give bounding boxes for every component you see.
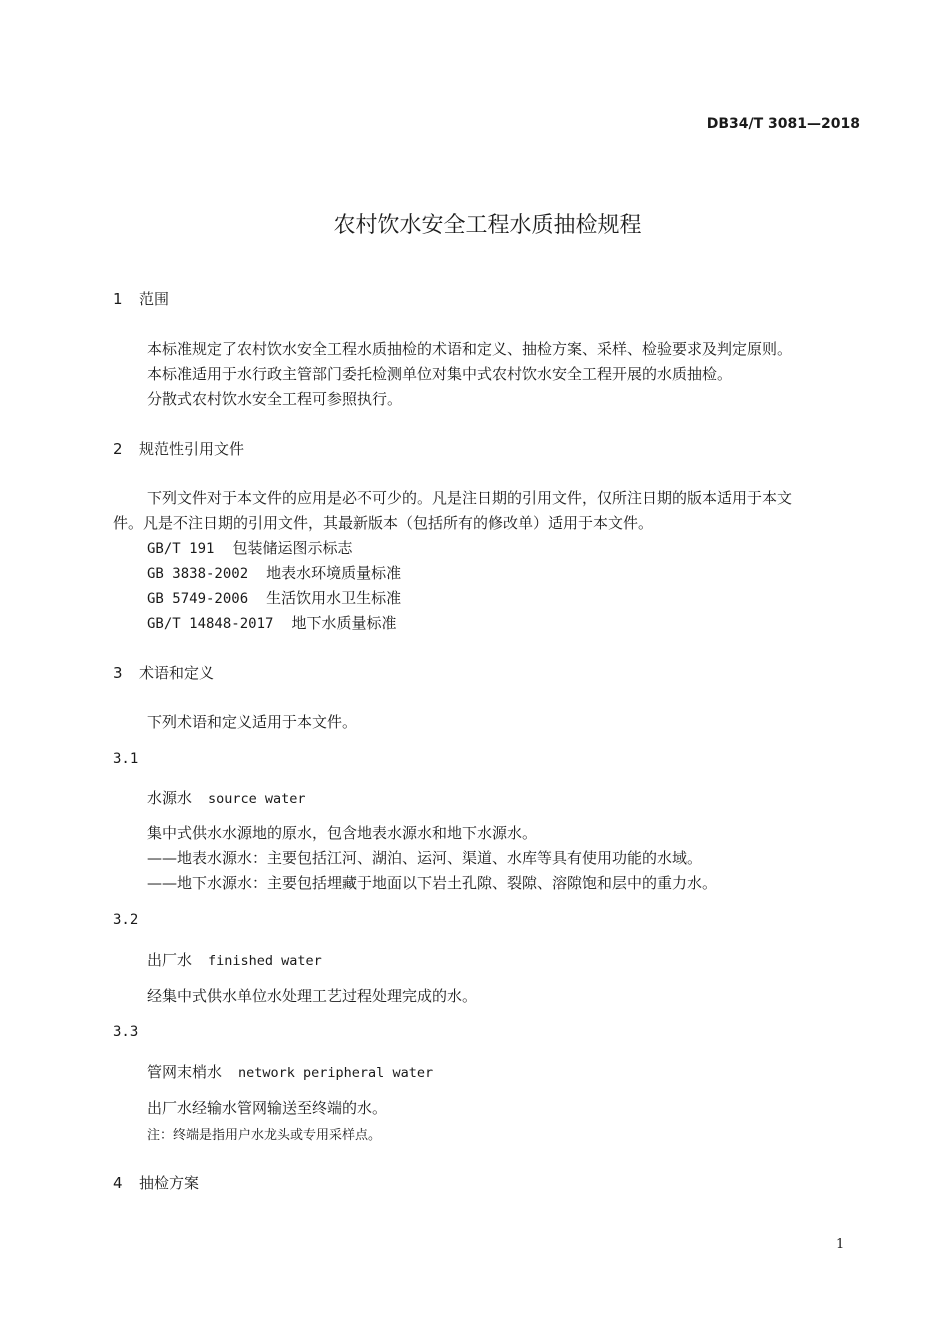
note-text: 终端是指用户水龙头或专用采样点。	[173, 1128, 382, 1143]
reference-code: GB 3838-2002	[147, 566, 249, 582]
document-title: 农村饮水安全工程水质抽检规程	[333, 213, 642, 238]
section-title: 术语和定义	[139, 664, 215, 682]
subsection-number: 3.3	[113, 1024, 139, 1040]
term-zh: 出厂水	[147, 951, 193, 969]
reference-name: 地下水质量标准	[291, 614, 397, 632]
term-heading	[147, 949, 322, 970]
section-number: 2	[113, 440, 123, 458]
section-number: 4	[113, 1174, 123, 1192]
paragraph: 本标准规定了农村饮水安全工程水质抽检的术语和定义、抽检方案、采样、检验要求及判定原则。	[147, 340, 793, 358]
reference-name: 包装储运图示标志	[232, 539, 353, 557]
subsection-number: 3.1	[113, 751, 139, 767]
term-zh: 管网末梢水	[147, 1063, 223, 1081]
paragraph: 分散式农村饮水安全工程可参照执行。	[147, 390, 403, 408]
reference-code: GB 5749-2006	[147, 591, 249, 607]
term-en: source water	[208, 791, 306, 807]
section-number: 1	[113, 290, 123, 308]
term-zh: 水源水	[147, 789, 193, 807]
section-title: 抽检方案	[139, 1174, 200, 1192]
section-1-heading	[113, 288, 169, 309]
section-title: 规范性引用文件	[139, 440, 245, 458]
term-heading	[147, 787, 306, 808]
paragraph: 下列术语和定义适用于本文件。	[147, 713, 358, 731]
reference-name: 地表水环境质量标准	[266, 564, 402, 582]
section-2-heading	[113, 438, 244, 459]
standard-code: DB34/T 3081—2018	[706, 116, 860, 132]
reference-code: GB/T 191	[147, 541, 215, 557]
paragraph: 件。凡是不注日期的引用文件，其最新版本（包括所有的修改单）适用于本文件。	[113, 514, 654, 532]
reference-item	[147, 537, 352, 558]
definition-item: ——地下水源水：主要包括埋藏于地面以下岩土孔隙、裂隙、溶隙饱和层中的重力水。	[147, 874, 718, 892]
section-title: 范围	[139, 290, 170, 308]
definition: 集中式供水水源地的原水，包含地表水源水和地下水源水。	[147, 824, 538, 842]
term-en: finished water	[208, 953, 322, 969]
section-number: 3	[113, 664, 123, 682]
page-number: 1	[836, 1237, 845, 1252]
note-label: 注：	[147, 1128, 174, 1143]
term-heading	[147, 1061, 433, 1082]
reference-name: 生活饮用水卫生标准	[266, 589, 402, 607]
subsection-number: 3.2	[113, 912, 139, 928]
paragraph: 下列文件对于本文件的应用是必不可少的。凡是注日期的引用文件，仅所注日期的版本适用于本文	[147, 489, 793, 507]
definition: 经集中式供水单位水处理工艺过程处理完成的水。	[147, 987, 478, 1005]
reference-item	[147, 612, 396, 633]
term-en: network peripheral water	[238, 1065, 434, 1081]
reference-item	[147, 562, 401, 583]
definition: 出厂水经输水管网输送至终端的水。	[147, 1099, 388, 1117]
section-3-heading	[113, 662, 214, 683]
definition-item: ——地表水源水：主要包括江河、湖泊、运河、渠道、水库等具有使用功能的水域。	[147, 849, 703, 867]
paragraph: 本标准适用于水行政主管部门委托检测单位对集中式农村饮水安全工程开展的水质抽检。	[147, 365, 733, 383]
note	[147, 1124, 381, 1143]
reference-code: GB/T 14848-2017	[147, 616, 274, 632]
section-4-heading	[113, 1172, 199, 1193]
reference-item	[147, 587, 401, 608]
